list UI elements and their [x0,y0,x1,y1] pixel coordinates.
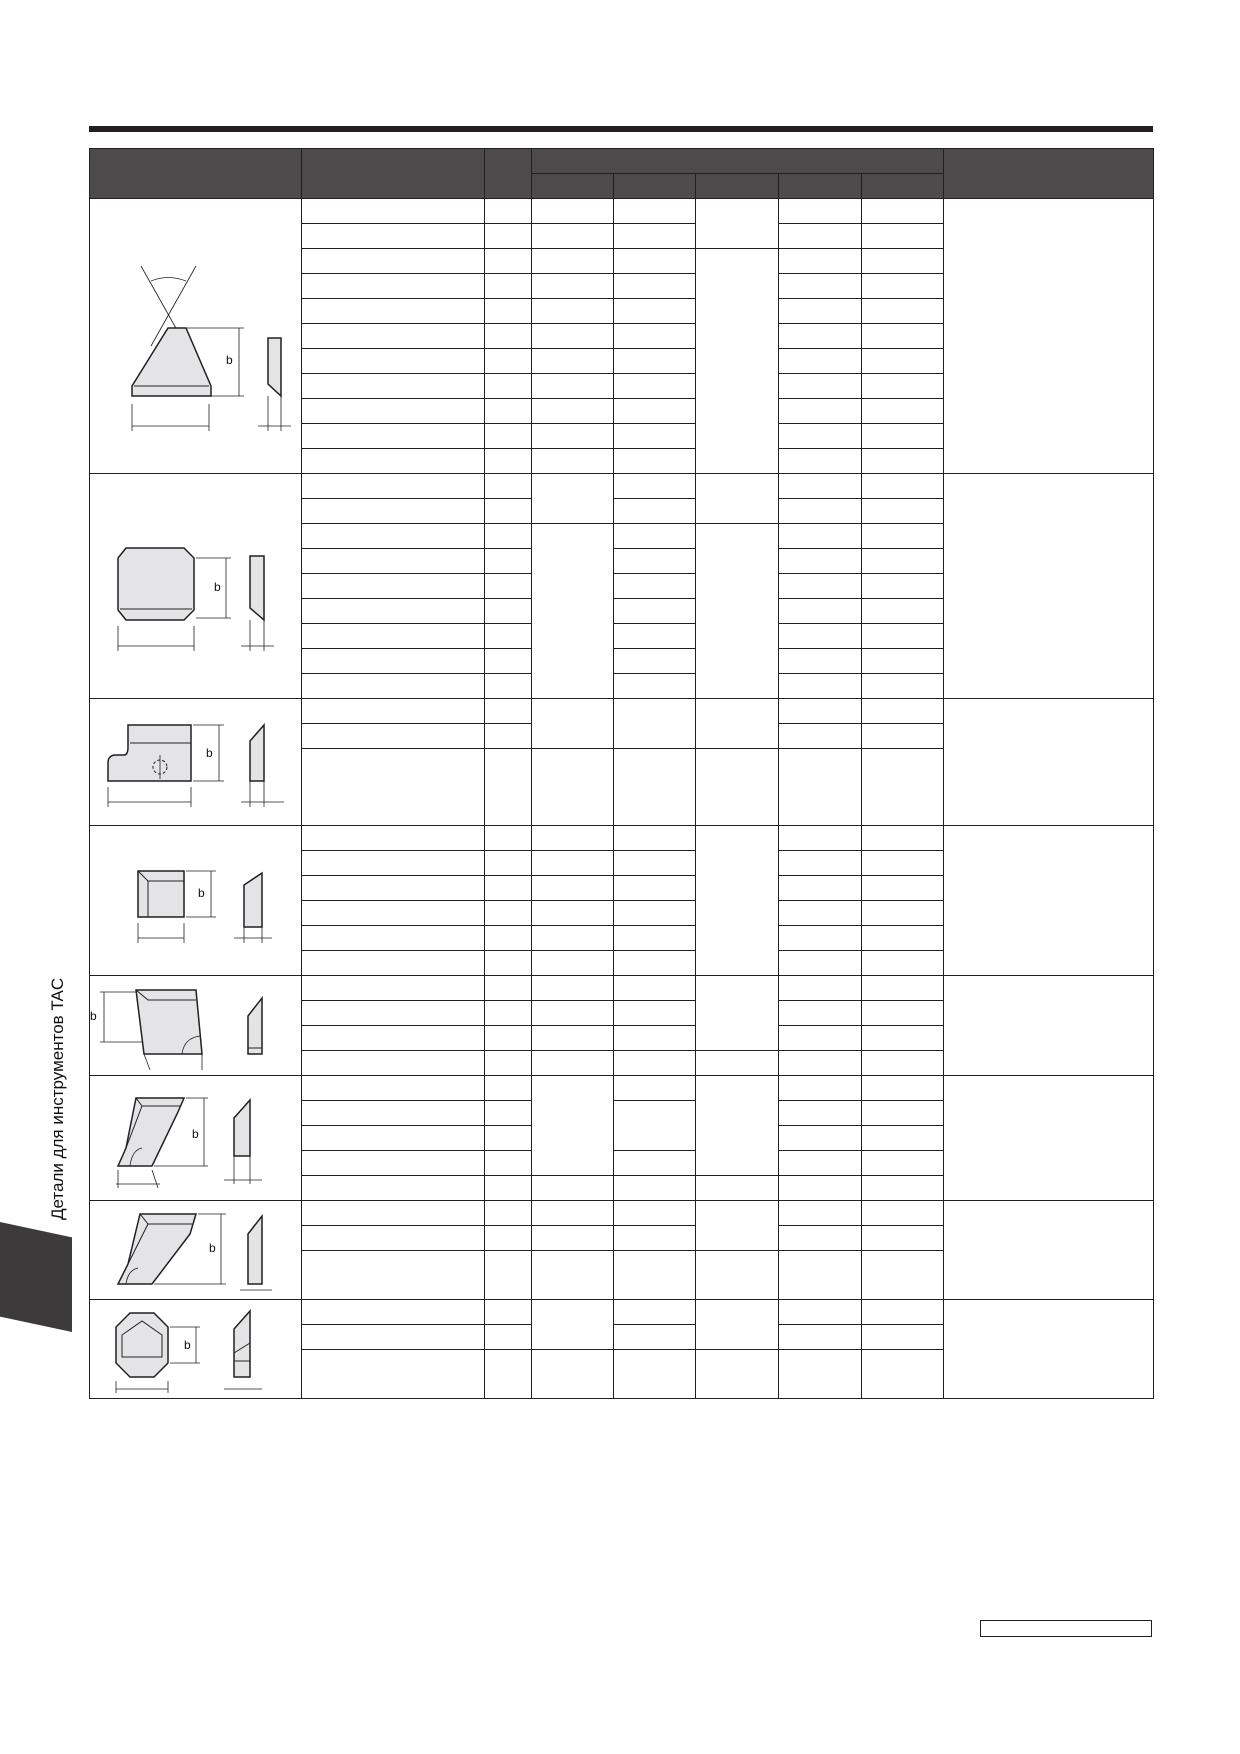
dim-cell [696,199,779,249]
dimension-b-label: b [208,1241,216,1255]
dim-cell [862,199,944,224]
application-cell [944,474,1154,699]
table-row [90,699,1154,724]
application-cell [944,976,1154,1076]
small-square-insert-icon [96,831,296,971]
header-cell-designation [302,149,485,199]
table-row [90,474,1154,499]
square-insert-icon [96,516,296,656]
top-rule [89,126,1153,132]
designation-cell [302,199,485,224]
stepped-insert-icon [96,707,296,817]
table-row [90,976,1154,1001]
header-cell-dimensions [532,149,944,174]
application-cell [944,826,1154,976]
triangle-insert-drawing [90,199,302,474]
rhombic-80-insert-drawing [90,976,302,1076]
header-cell-application [944,149,1154,199]
application-cell [944,1300,1154,1399]
octagonal-insert-icon [96,1301,296,1397]
rhombic-80-insert-icon [89,978,296,1074]
dimension-b-label: b [197,885,205,900]
application-cell [944,699,1154,826]
header-cell-grade [485,149,532,199]
dimension-b-label: b [191,1127,199,1141]
application-cell [944,1076,1154,1201]
table-row [90,199,1154,224]
rhombic-55-insert-drawing [90,1076,302,1201]
inserts-spec-table [89,148,1154,1399]
rhombic-55-insert-icon [96,1080,296,1196]
table-row [90,1076,1154,1101]
rhombic-35-insert-icon [96,1202,296,1298]
stepped-insert-drawing [90,699,302,826]
square-insert-drawing [90,474,302,699]
triangle-insert-icon [96,236,296,436]
dim-cell [532,199,614,224]
header-cell-dim-2 [614,174,696,199]
octagonal-insert-drawing [90,1300,302,1399]
table-row [90,1201,1154,1226]
header-cell-dim-3 [696,174,779,199]
small-square-insert-drawing [90,826,302,976]
dimension-b-label: b [205,746,213,760]
table-row [90,1300,1154,1325]
page-number-box [980,1620,1152,1637]
table-row [90,826,1154,851]
dimension-b-label: b [183,1338,191,1352]
dimension-b-label: b [89,1008,97,1023]
dimension-b-label: b [225,353,233,367]
application-cell [944,199,1154,474]
dim-cell [779,199,862,224]
table-header [90,149,1154,199]
grade-cell [485,199,532,224]
header-cell-shape [90,149,302,199]
header-cell-dim-4 [779,174,862,199]
dimension-b-label: b [213,580,221,594]
dim-cell [614,199,696,224]
application-cell [944,1201,1154,1300]
rhombic-35-insert-drawing [90,1201,302,1300]
header-cell-dim-1 [532,174,614,199]
section-side-label: Детали для инструментов TAC [48,977,67,1220]
header-cell-dim-5 [862,174,944,199]
section-side-tab [0,1222,72,1332]
